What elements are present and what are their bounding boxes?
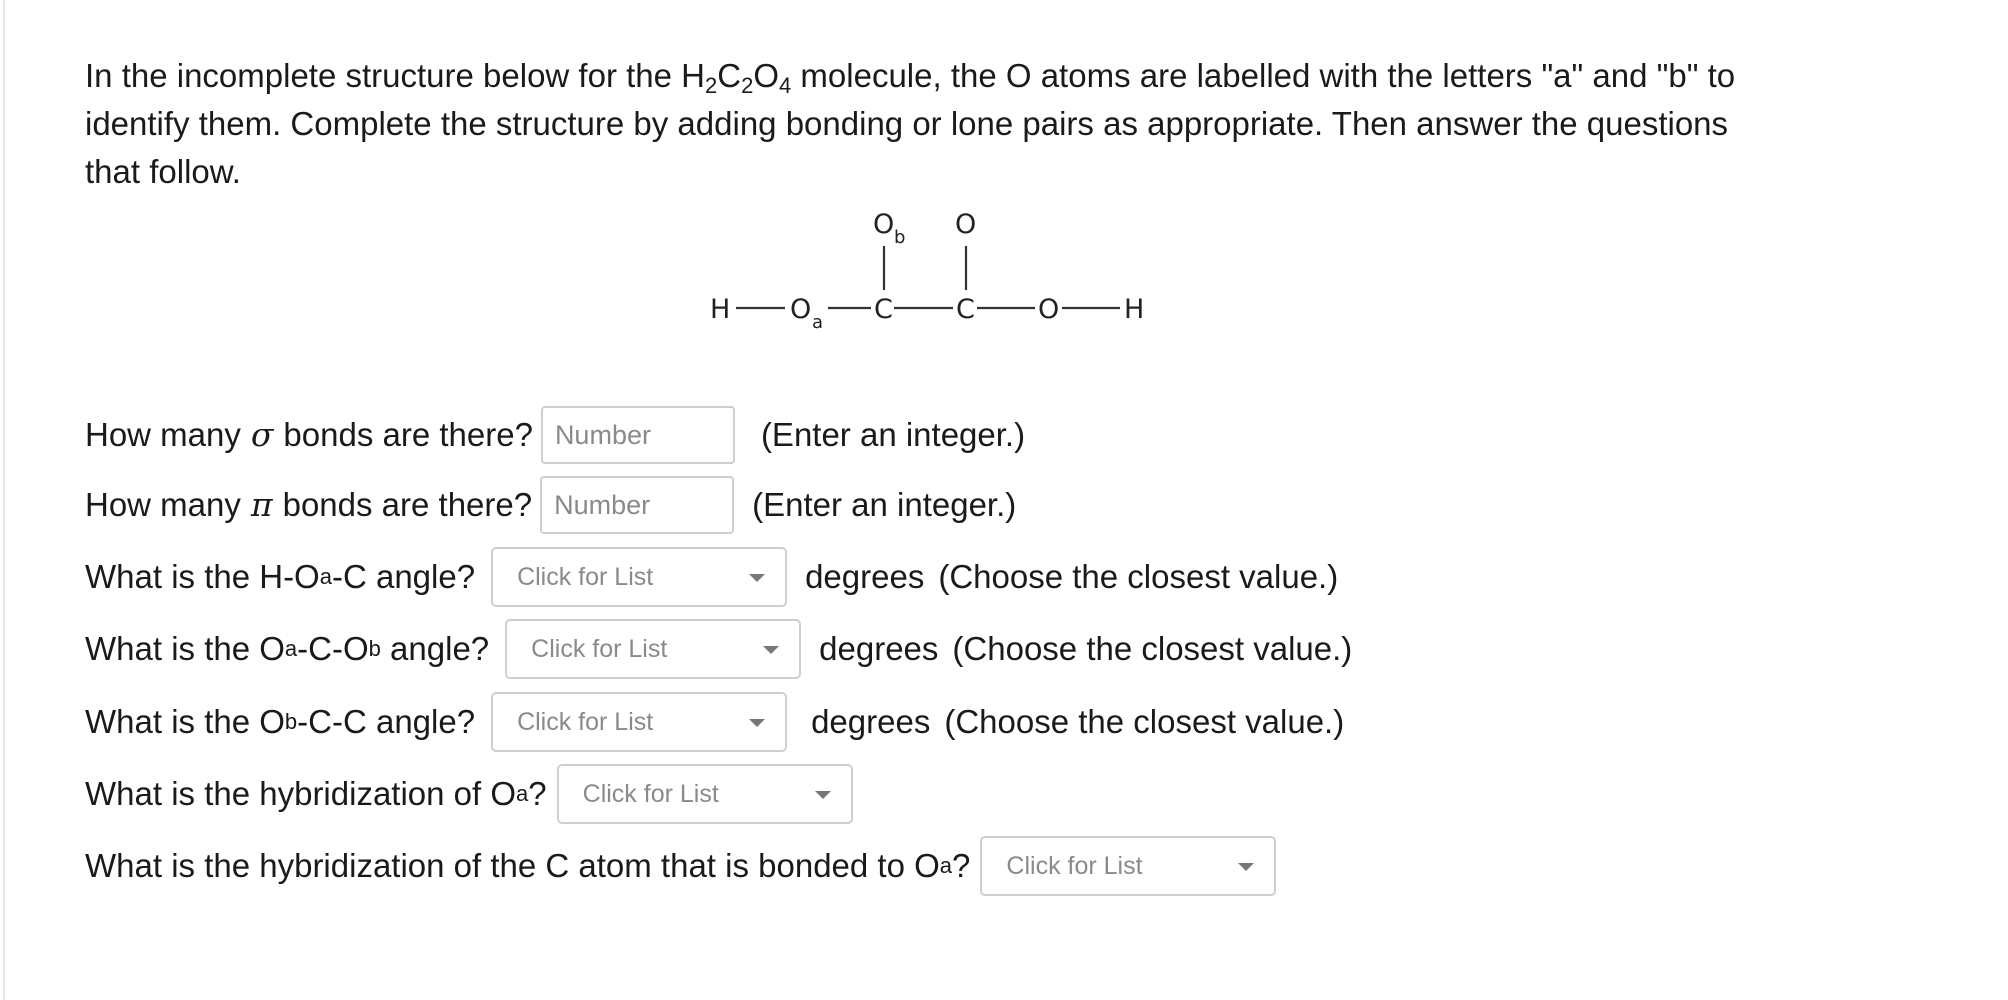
hybridization-oa-select[interactable]: Click for List bbox=[557, 764, 853, 824]
hybridization-c-select[interactable]: Click for List bbox=[980, 836, 1276, 896]
chevron-down-icon bbox=[1238, 863, 1254, 871]
sigma-bonds-input[interactable] bbox=[541, 406, 735, 464]
question-h-oa-c-angle: What is the H-O a -C angle? Click for List degrees (Choose the closest value.) bbox=[85, 547, 1338, 607]
intro-paragraph: In the incomplete structure below for the $H_2C_2O_4$ molecule, the O atoms are labelled with the letters "a" and "b" to identify them. Complete the structure by adding bonding or lone pairs as appropriate. Then answer the questions that follow. bbox=[85, 57, 1736, 190]
atom-o-b-subscript: b bbox=[894, 227, 906, 248]
chevron-down-icon bbox=[815, 791, 831, 799]
atom-c2: C bbox=[956, 294, 975, 325]
atom-o-a: O bbox=[790, 294, 812, 325]
oa-c-ob-angle-select[interactable]: Click for List bbox=[505, 619, 801, 679]
atom-o-b: O bbox=[873, 209, 895, 240]
atom-c1: C bbox=[874, 294, 893, 325]
question-ob-c-c-angle: What is the O b -C-C angle? Click for List degrees (Choose the closest value.) bbox=[85, 692, 1344, 752]
atom-o-top-right: O bbox=[955, 209, 977, 240]
pi-symbol: π bbox=[250, 485, 273, 524]
question-hybridization-oa: What is the hybridization of O a ? Click for List bbox=[85, 764, 853, 824]
lewis-structure-diagram[interactable] bbox=[690, 200, 1160, 340]
question-sigma-bonds: How many σ bonds are there? Number (Enter an integer.) bbox=[85, 406, 1025, 464]
question-hybridization-c: What is the hybridization of the C atom that is bonded to O a ? Click for List bbox=[85, 836, 1276, 896]
h-oa-c-angle-select[interactable]: Click for List bbox=[491, 547, 787, 607]
chevron-down-icon bbox=[749, 574, 765, 582]
sigma-hint: (Enter an integer.) bbox=[760, 416, 1026, 453]
sigma-symbol: σ bbox=[250, 415, 274, 454]
atom-o-a-subscript: a bbox=[812, 312, 824, 333]
pi-hint: (Enter an integer.) bbox=[752, 486, 1017, 523]
atom-o-right: O bbox=[1038, 294, 1060, 325]
left-border bbox=[3, 0, 5, 1000]
atom-h-right: H bbox=[1124, 294, 1145, 325]
pi-bonds-input[interactable] bbox=[540, 476, 734, 534]
atom-h-left: H bbox=[710, 294, 731, 325]
chevron-down-icon bbox=[749, 719, 765, 727]
ob-c-c-angle-select[interactable]: Click for List bbox=[491, 692, 787, 752]
chevron-down-icon bbox=[763, 646, 779, 654]
question-oa-c-ob-angle: What is the O a -C-O b angle? Click for List degrees (Choose the closest value.) bbox=[85, 619, 1352, 679]
question-pi-bonds: How many π bonds are there? Number (Enter an integer.) bbox=[85, 476, 1016, 534]
